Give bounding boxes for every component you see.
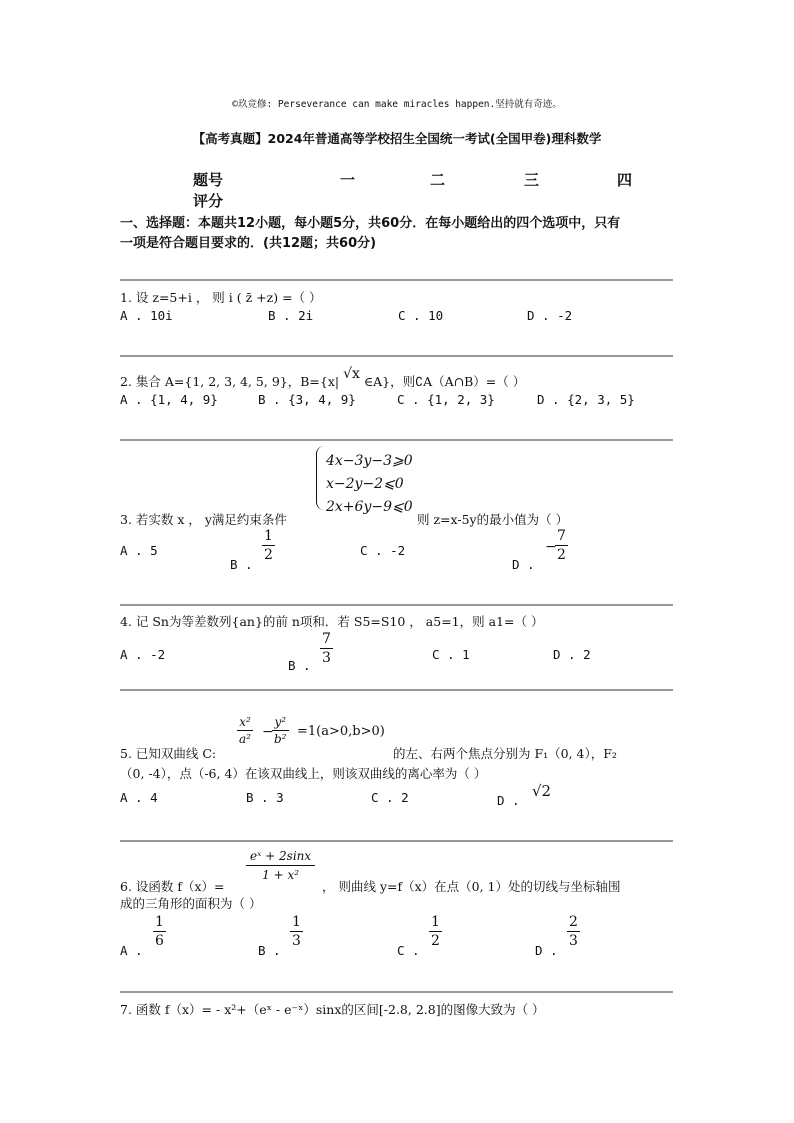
score-col-label: 题号 (193, 171, 224, 189)
q5-option-a: A . 4 (120, 790, 158, 805)
q1-option-d: D . -2 (527, 308, 573, 323)
divider (120, 604, 673, 606)
q2-option-d: D . {2, 3, 5} (537, 392, 635, 407)
q5-option-c: C . 2 (371, 790, 409, 805)
q3-option-a: A . 5 (120, 543, 158, 558)
divider (120, 279, 673, 281)
q3-option-d-sign: − (545, 539, 557, 555)
score-col-3: 三 (524, 171, 540, 189)
q6-stem-part1: 6. 设函数 f（x）= (120, 879, 225, 894)
q4-option-d: D . 2 (553, 647, 591, 662)
q5-stem-part1: 5. 已知双曲线 C: (120, 746, 217, 761)
q3-stem-part1: 3. 若实数 x ， y满足约束条件 (120, 512, 287, 527)
q6-option-a-label: A . (120, 943, 143, 958)
q2-stem (120, 366, 526, 390)
q6-function-fraction (244, 850, 317, 881)
q5-stem-part2: 的左、右两个焦点分别为 F₁（0, 4），F₂ (393, 746, 617, 761)
q4-option-b-label: B . (288, 658, 311, 673)
page-title: 【高考真题】2024年普通高等学校招生全国统一考试(全国甲卷)理科数学 (192, 131, 602, 146)
q2-option-a: A . {1, 4, 9} (120, 392, 218, 407)
numerator: 2 (569, 914, 578, 930)
score-row-label: 评分 (193, 192, 224, 210)
q6-stem-part3: 成的三角形的面积为（ ） (120, 896, 262, 911)
q6-option-c-label: C . (397, 943, 420, 958)
score-col-1: 一 (340, 171, 356, 189)
hyperbola-y-term (272, 716, 289, 745)
denominator: 3 (292, 933, 301, 949)
score-col-4: 四 (617, 171, 633, 189)
q3-option-d-label: D . (512, 557, 535, 572)
constraint-3: 2x+6y−9⩽0 (326, 499, 413, 515)
numerator: 1 (155, 914, 164, 930)
q3-option-d-fraction (555, 529, 568, 562)
q4-option-c: C . 1 (432, 647, 470, 662)
divider (120, 991, 673, 993)
denominator: 1 + x² (246, 865, 315, 881)
numerator: 1 (264, 528, 273, 544)
section-intro-line1: 一、选择题：本题共12小题，每小题5分，共60分．在每小题给出的四个选项中，只有 (120, 216, 621, 231)
score-col-2: 二 (430, 171, 446, 189)
numerator: y² (274, 715, 287, 729)
denominator: 3 (569, 933, 578, 949)
denominator: 2 (264, 547, 273, 563)
q6-option-b-fraction (290, 915, 303, 948)
denominator: 2 (557, 547, 566, 563)
q3-stem-part2: 则 z=x-5y的最小值为（ ） (417, 512, 569, 527)
constraint-1: 4x−3y−3⩾0 (326, 453, 413, 469)
q4-option-b-fraction (320, 632, 333, 665)
q1-option-c: C . 10 (398, 308, 444, 323)
q3-option-b-fraction (262, 529, 275, 562)
q2-option-c: C . {1, 2, 3} (397, 392, 495, 407)
q3-option-c: C . -2 (360, 543, 406, 558)
numerator: 7 (322, 631, 331, 647)
hyperbola-x-term (237, 716, 253, 745)
q5-option-b: B . 3 (246, 790, 284, 805)
q1-stem: 1. 设 z=5+i ， 则 i ( z̄ +z) =（ ） (120, 290, 322, 305)
q5-option-d-value: √2 (532, 782, 552, 800)
q2-sqrt: √x (343, 366, 360, 382)
hyperbola-tail: =1(a>0,b>0) (297, 724, 385, 739)
q6-option-b-label: B . (258, 943, 281, 958)
denominator: 2 (431, 933, 440, 949)
denominator: b² (274, 732, 287, 746)
section-intro-line2: 一项是符合题目要求的．(共12题；共60分) (120, 236, 377, 251)
q4-option-a: A . -2 (120, 647, 166, 662)
q4-stem: 4. 记 Sn为等差数列{an}的前 n项和．若 S5=S10 ， a5=1，则 a1=（ ） (120, 614, 544, 629)
numerator: 1 (431, 914, 440, 930)
q2-stem-part2: ∈A}，则∁A（A∩B）=（ ） (363, 374, 526, 389)
q6-option-d-label: D . (535, 943, 558, 958)
minus-sign: − (262, 724, 274, 740)
q2-stem-part1: 2. 集合 A={1, 2, 3, 4, 5, 9}，B={x| (120, 374, 340, 389)
numerator: 7 (557, 528, 566, 544)
q6-stem-part2: ， 则曲线 y=f（x）在点（0, 1）处的切线与坐标轴围 (322, 879, 621, 894)
constraint-2: x−2y−2⩽0 (326, 476, 404, 492)
q5-stem-part3: （0, -4），点（-6, 4）在该双曲线上，则该双曲线的离心率为（ ） (120, 766, 487, 781)
divider (120, 689, 673, 691)
q6-option-d-fraction (567, 915, 580, 948)
q1-option-b: B . 2i (268, 308, 314, 323)
denominator: 3 (322, 650, 331, 666)
constraint-system (326, 450, 413, 519)
q7-stem: 7. 函数 f（x）= - x²+（eˣ - e⁻ˣ）sinx的区间[-2.8, 2.8]的图像大致为（ ） (120, 1002, 545, 1017)
numerator: eˣ + 2sinx (250, 849, 312, 863)
q3-option-b-label: B . (230, 557, 253, 572)
divider (120, 439, 673, 441)
denominator: a² (239, 732, 251, 746)
divider (120, 840, 673, 842)
q6-option-a-fraction (153, 915, 166, 948)
q1-option-a: A . 10i (120, 308, 173, 323)
denominator: 6 (155, 933, 164, 949)
header-note: ©玖竞修: Perseverance can make miracles happen.坚持就有奇迹。 (232, 99, 562, 110)
numerator: 1 (292, 914, 301, 930)
q5-option-d-label: D . (497, 793, 520, 808)
q6-option-c-fraction (429, 915, 442, 948)
q2-option-b: B . {3, 4, 9} (258, 392, 356, 407)
numerator: x² (239, 715, 251, 729)
divider (120, 355, 673, 357)
